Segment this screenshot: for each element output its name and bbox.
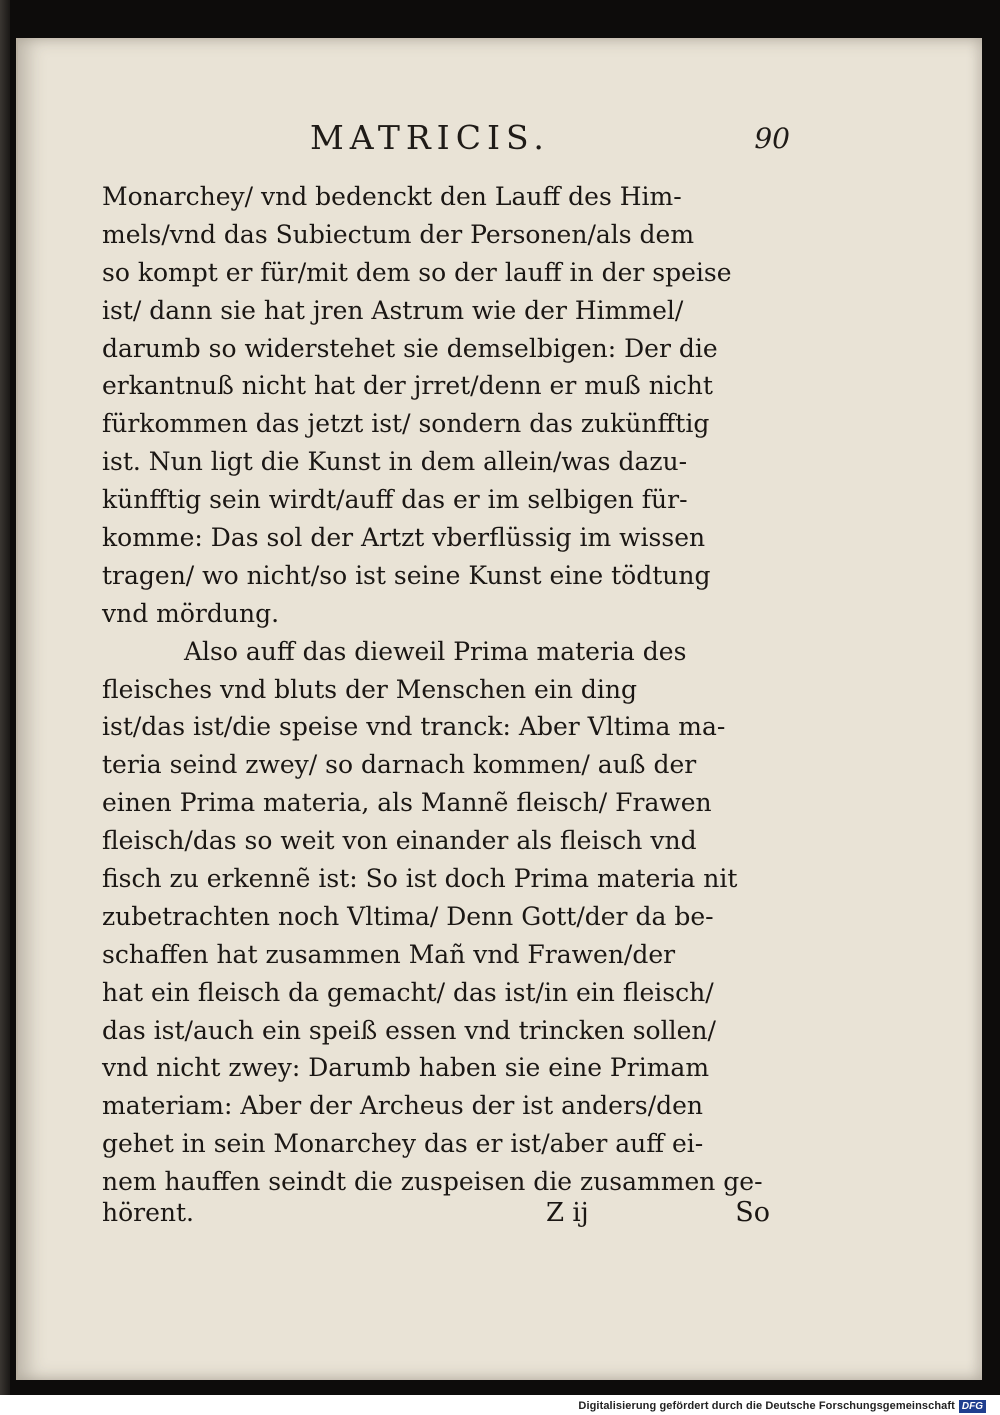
text-line: hat ein fleisch da gemacht/ das ist/in ein fleisch/: [102, 977, 714, 1007]
text-line: tragen/ wo nicht/so ist seine Kunst eine tödtung: [102, 560, 711, 590]
text-line: erkantnuß nicht hat der jrret/denn er muß nicht: [102, 371, 713, 401]
paragraph-start-line: Also auff das dieweil Prima materia des: [184, 636, 687, 666]
text-line: materiam: Aber der Archeus der ist anders/den: [102, 1091, 704, 1121]
signature-mark: Z ij: [546, 1198, 589, 1228]
text-line: ist. Nun ligt die Kunst in dem allein/was dazu-: [102, 447, 688, 477]
text-line: so kompt er für/mit dem so der lauff in der speise: [102, 257, 732, 287]
running-head: MATRICIS.: [310, 118, 550, 157]
text-line: schaffen hat zusammen Mañ vnd Frawen/der: [102, 939, 676, 969]
text-line: komme: Das sol der Artzt vberflüssig im wissen: [102, 523, 706, 553]
text-line: nem hauffen seindt die zuspeisen die zusammen ge-: [102, 1167, 763, 1197]
text-line: fürkommen das jetzt ist/ sondern das zukünfftig: [102, 409, 710, 439]
text-line: künfftig sein wirdt/auff das er im selbigen für-: [102, 485, 688, 515]
page-number: 90: [754, 122, 790, 155]
catchword: So: [735, 1197, 770, 1228]
text-line: fleisches vnd bluts der Menschen ein ding: [102, 674, 637, 704]
text-line: mels/vnd das Subiectum der Personen/als dem: [102, 219, 695, 249]
text-line: zubetrachten noch Vltima/ Denn Gott/der da be-: [102, 901, 714, 931]
page-footer: [102, 1193, 770, 1233]
text-line: Monarchey/ vnd bedenckt den Lauff des Him-: [102, 182, 682, 211]
text-line: einen Prima materia, als Mannẽ fleisch/ Frawen: [102, 788, 712, 818]
text-line: ist/das ist/die speise vnd tranck: Aber Vltima ma-: [102, 712, 726, 742]
text-line: das ist/auch ein speiß essen vnd trincken sollen/: [102, 1015, 716, 1045]
text-line: darumb so widerstehet sie demselbigen: Der die: [102, 333, 718, 363]
text-line: vnd mördung.: [102, 598, 280, 628]
body-text: [102, 178, 782, 1201]
text-line: fisch zu erkennẽ ist: So ist doch Prima materia nit: [102, 864, 738, 894]
text-line: vnd nicht zwey: Darumb haben sie eine Primam: [102, 1053, 710, 1083]
text-line: teria seind zwey/ so darnach kommen/ auß der: [102, 750, 697, 780]
credit-text: Digitalisierung gefördert durch die Deutsche Forschungsgemeinschaft: [578, 1400, 955, 1412]
page-header: [290, 118, 790, 174]
digitization-credit: [578, 1398, 986, 1414]
text-line: gehet in sein Monarchey das er ist/aber auff ei-: [102, 1129, 704, 1159]
text-line: fleisch/das so weit von einander als fleisch vnd: [102, 826, 697, 856]
text-line-last: hörent.: [102, 1198, 194, 1227]
dfg-logo-icon: DFG: [959, 1400, 986, 1413]
book-spine: [0, 0, 10, 1395]
text-line: ist/ dann sie hat jren Astrum wie der Himmel/: [102, 295, 684, 325]
